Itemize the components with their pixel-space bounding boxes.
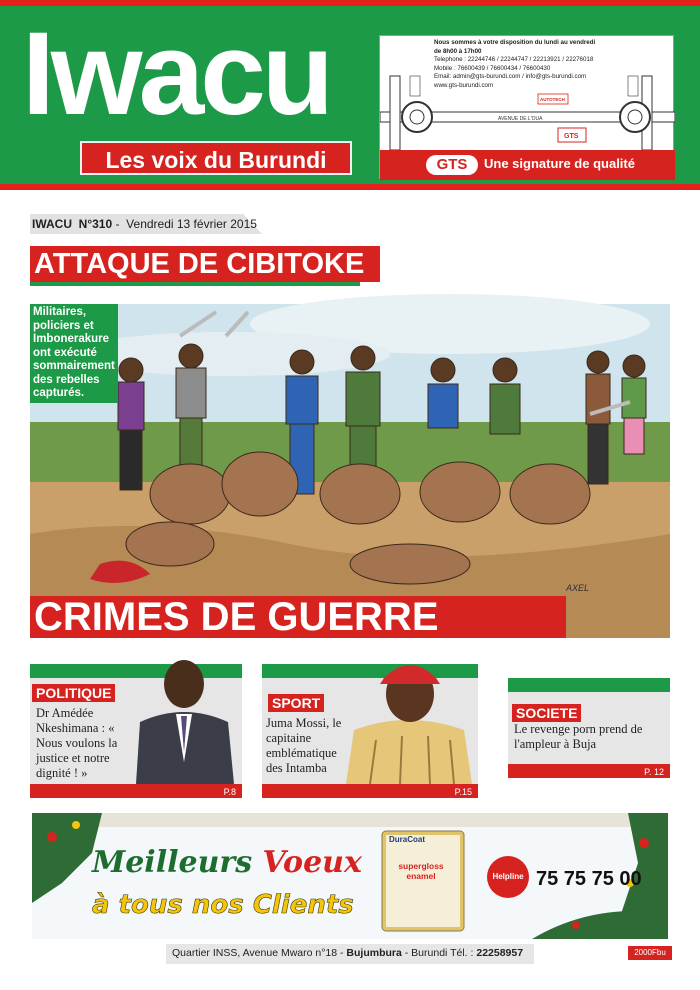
masthead-logo: Iwacu xyxy=(22,8,330,140)
advert-greeting-line1 xyxy=(92,845,362,880)
advert-greeting-b: Voeux xyxy=(262,845,362,880)
teaser-cap xyxy=(508,678,670,692)
cover-subhead: Militaires, policiers et Imbonerakure ont exécuté sommairement des rebelles capturés. xyxy=(30,304,118,403)
teaser-text: Dr Amédée Nkeshimana : « Nous voulons la justice et notre dignité ! » xyxy=(36,706,118,780)
teaser-section-label: SPORT xyxy=(268,694,324,712)
teaser-text: Le revenge porn prend de l'ampleur à Buja xyxy=(514,722,643,751)
map-avenue-label: AVENUE DE L'OUA xyxy=(498,116,543,122)
price-tag: 2000Fbu xyxy=(628,946,672,960)
teaser-politique[interactable] xyxy=(30,664,242,798)
issue-paper: IWACU xyxy=(32,217,72,231)
cover-headline-top: ATTAQUE DE CIBITOKE xyxy=(30,246,380,282)
issue-date: Vendredi 13 février 2015 xyxy=(126,217,257,231)
gts-info-line: de 8h00 à 17h00 xyxy=(434,47,482,55)
cartoonist-signature: AXEL xyxy=(566,583,590,593)
headline-underline xyxy=(30,282,360,286)
teaser-footer xyxy=(30,784,242,798)
advert-greeting-a: Meilleurs xyxy=(92,845,253,880)
teaser-page: P.15 xyxy=(454,787,472,797)
footer-phone: 22258957 xyxy=(476,947,524,959)
teaser-text: Juma Mossi, le capitaine emblématique des Intamba xyxy=(266,716,342,775)
map-autotech-label: AUTOTECH xyxy=(540,97,565,102)
advert-paint-product: supergloss enamel xyxy=(398,861,444,881)
teaser-page: P. 12 xyxy=(644,767,664,777)
advert-paint-brand: DuraCoat xyxy=(389,835,426,844)
gts-advert xyxy=(379,35,674,179)
teaser-sport[interactable] xyxy=(262,664,478,798)
masthead xyxy=(0,0,700,190)
advert-greeting-line2: à tous nos Clients xyxy=(92,890,354,920)
issue-line: IWACU N°310 - Vendredi 13 février 2015 xyxy=(32,217,257,231)
cover-headline-bottom: CRIMES DE GUERRE xyxy=(30,596,566,638)
teaser-section-label: SOCIETE xyxy=(512,704,581,722)
teaser-sport-photo xyxy=(340,650,476,784)
gts-info-line: www.gts-burundi.com xyxy=(434,81,494,89)
teaser-section-label: POLITIQUE xyxy=(32,684,115,702)
cover-cartoon xyxy=(30,244,670,638)
gts-info-line: Email: admin@gts-burundi.com / info@gts-burundi.com xyxy=(434,73,587,81)
map-gts-label: GTS xyxy=(564,133,579,140)
teaser-societe[interactable] xyxy=(508,678,670,778)
gts-contact-info xyxy=(434,39,670,91)
helpline-badge: Helpline xyxy=(487,856,529,898)
footer-country: - Burundi Tél. : xyxy=(401,947,477,959)
footer-street: Quartier INSS, Avenue Mwaro n°18 - xyxy=(172,947,347,959)
gts-banner xyxy=(380,150,675,180)
teaser-politique-photo xyxy=(130,652,238,784)
gts-info-line: Telephone : 22244746 / 22244747 / 22213921 / 22276018 xyxy=(434,56,594,64)
teaser-footer xyxy=(262,784,478,798)
issue-number: N°310 xyxy=(78,217,113,231)
helpline-number: 75 75 75 00 xyxy=(536,868,642,890)
teaser-page: P.8 xyxy=(223,787,236,797)
footer-address xyxy=(172,947,523,959)
gts-info-line: Nous sommes à votre disposition du lundi au vendredi xyxy=(434,39,596,46)
masthead-tagline: Les voix du Burundi xyxy=(80,141,352,175)
gts-slogan: Une signature de qualité xyxy=(484,156,635,171)
gts-info-line: Mobile : 76600439 / 76600434 / 76600430 xyxy=(434,64,551,72)
gts-logo: GTS xyxy=(426,155,478,175)
footer-city: Bujumbura xyxy=(346,947,402,959)
